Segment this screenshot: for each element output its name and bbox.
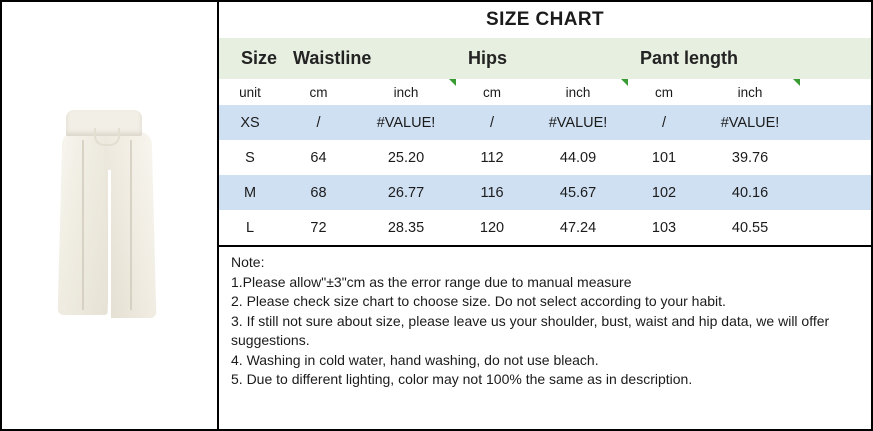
cell-waist-inch: #VALUE!: [356, 105, 456, 140]
cell-size: S: [219, 140, 281, 175]
cell-length-inch: #VALUE!: [700, 105, 800, 140]
table-header-row: [219, 38, 871, 79]
note-line-1: 1.Please allow"±3"cm as the error range due to manual measure: [231, 273, 632, 290]
cell-hips-inch: 47.24: [528, 210, 628, 245]
product-image-panel: [2, 2, 219, 429]
cell-waist-cm: /: [281, 105, 356, 140]
table-row: [219, 140, 871, 175]
cell-waist-inch: 25.20: [356, 140, 456, 175]
pants-illustration: [60, 110, 160, 315]
pants-crease-right: [130, 140, 132, 310]
cell-length-cm: /: [628, 105, 700, 140]
cell-length-cm: 103: [628, 210, 700, 245]
cell-hips-cm: 120: [456, 210, 528, 245]
header-waistline: Waistline: [281, 38, 456, 79]
cell-hips-cm: /: [456, 105, 528, 140]
cell-waist-cm: 72: [281, 210, 356, 245]
table-row: [219, 175, 871, 210]
cell-hips-inch: 45.67: [528, 175, 628, 210]
cell-spacer: [800, 175, 871, 210]
cell-size: M: [219, 175, 281, 210]
note-line-5: 5. Due to different lighting, color may not 100% the same as in description.: [231, 371, 693, 387]
cell-hips-cm: 116: [456, 175, 528, 210]
cell-waist-inch: 28.35: [356, 210, 456, 245]
unit-hips-cm: cm: [456, 79, 528, 105]
page-title: SIZE CHART: [486, 9, 604, 30]
cell-spacer: [800, 210, 871, 245]
table-row: [219, 105, 871, 140]
cell-length-inch: 40.16: [700, 175, 800, 210]
chart-panel: [219, 2, 871, 429]
note-line-2: 2. Please check size chart to choose size. Do not select according to your habit.: [231, 293, 726, 309]
cell-hips-inch: #VALUE!: [528, 105, 628, 140]
pants-crease-left: [82, 140, 84, 310]
note-line-3: 3. If still not sure about size, please leave us your shoulder, bust, waist and hip data, we will offer suggestions.: [231, 312, 830, 348]
cell-length-inch: 40.55: [700, 210, 800, 245]
note-line-4: 4. Washing in cold water, hand washing, do not use bleach.: [231, 351, 599, 368]
header-pant-length: Pant length: [628, 38, 871, 79]
pants-leg-gap: [108, 170, 111, 318]
cell-waist-cm: 64: [281, 140, 356, 175]
unit-spacer: [800, 79, 871, 105]
cell-size: XS: [219, 105, 281, 140]
cell-hips-inch: 44.09: [528, 140, 628, 175]
header-hips: Hips: [456, 38, 628, 79]
unit-length-cm: cm: [628, 79, 700, 105]
cell-waist-inch: 26.77: [356, 175, 456, 210]
cell-length-inch: 39.76: [700, 140, 800, 175]
pants-drawstring: [94, 128, 120, 146]
table-unit-row: [219, 79, 871, 105]
header-size: Size: [219, 38, 281, 79]
size-table: [219, 38, 871, 245]
unit-hips-inch: inch: [528, 79, 628, 105]
cell-length-cm: 102: [628, 175, 700, 210]
cell-hips-cm: 112: [456, 140, 528, 175]
cell-spacer: [800, 140, 871, 175]
unit-waist-cm: cm: [281, 79, 356, 105]
note-section: [219, 245, 871, 429]
cell-spacer: [800, 105, 871, 140]
cell-length-cm: 101: [628, 140, 700, 175]
cell-waist-cm: 68: [281, 175, 356, 210]
note-heading: Note:: [231, 254, 265, 270]
unit-length-inch: inch: [700, 79, 800, 105]
cell-size: L: [219, 210, 281, 245]
table-row: [219, 210, 871, 245]
unit-waist-inch: inch: [356, 79, 456, 105]
unit-label: unit: [219, 79, 281, 105]
